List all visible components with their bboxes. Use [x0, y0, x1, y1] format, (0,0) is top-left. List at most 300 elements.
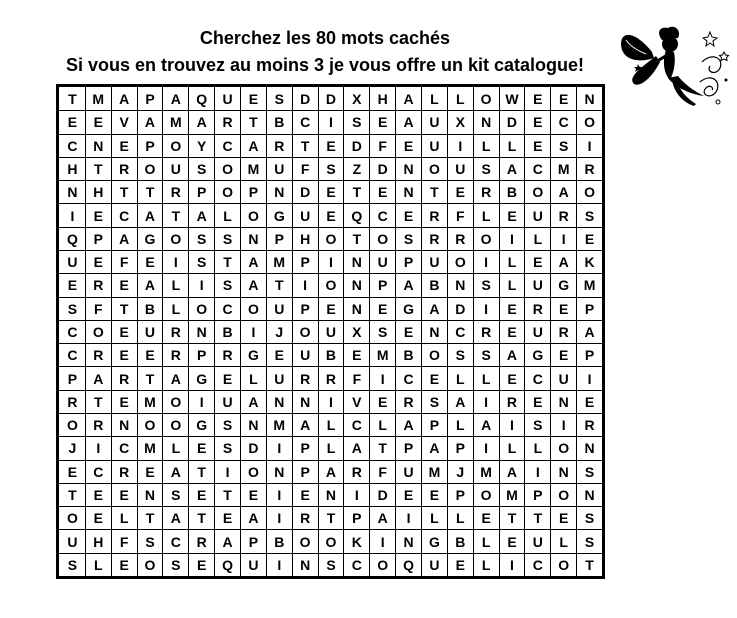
grid-cell[interactable]: A	[455, 393, 466, 410]
grid-cell[interactable]: C	[532, 370, 543, 387]
grid-cell[interactable]: E	[119, 277, 129, 294]
grid-cell[interactable]: S	[559, 137, 569, 154]
grid-cell[interactable]: E	[403, 323, 414, 340]
grid-cell[interactable]: L	[171, 300, 181, 317]
grid-cell[interactable]: I	[277, 556, 282, 573]
grid-cell[interactable]: N	[248, 417, 259, 434]
grid-cell[interactable]: S	[222, 417, 233, 434]
grid-cell[interactable]: S	[222, 440, 233, 457]
grid-cell[interactable]: E	[119, 393, 129, 410]
grid-cell[interactable]: R	[506, 393, 518, 410]
grid-cell[interactable]: B	[274, 114, 285, 131]
grid-cell[interactable]: P	[300, 300, 310, 317]
grid-cell[interactable]: U	[532, 277, 543, 294]
grid-cell[interactable]: K	[584, 254, 595, 271]
grid-cell[interactable]: I	[484, 393, 489, 410]
grid-cell[interactable]: P	[145, 91, 155, 108]
grid-cell[interactable]: A	[170, 463, 181, 480]
grid-cell[interactable]: O	[247, 207, 259, 224]
grid-cell[interactable]: O	[558, 486, 570, 503]
grid-cell[interactable]: O	[144, 417, 156, 434]
grid-cell[interactable]: C	[351, 417, 362, 434]
grid-cell[interactable]: G	[144, 230, 156, 247]
grid-cell[interactable]: A	[248, 137, 259, 154]
grid-cell[interactable]: K	[351, 533, 362, 550]
grid-cell[interactable]: T	[197, 510, 206, 527]
grid-cell[interactable]: S	[197, 230, 207, 247]
grid-cell[interactable]: N	[274, 463, 285, 480]
grid-cell[interactable]: O	[325, 277, 337, 294]
grid-cell[interactable]: I	[484, 440, 489, 457]
grid-cell[interactable]: R	[93, 347, 104, 364]
grid-cell[interactable]: O	[377, 230, 389, 247]
grid-cell[interactable]: S	[67, 556, 78, 573]
grid-cell[interactable]: I	[561, 417, 566, 434]
grid-cell[interactable]: E	[93, 114, 103, 131]
grid-cell[interactable]: T	[68, 486, 77, 503]
grid-cell[interactable]: A	[170, 91, 181, 108]
grid-cell[interactable]: N	[144, 486, 156, 503]
grid-cell[interactable]: A	[429, 300, 440, 317]
grid-cell[interactable]: S	[584, 533, 595, 550]
grid-cell[interactable]: A	[481, 417, 492, 434]
grid-cell[interactable]: C	[558, 114, 569, 131]
grid-cell[interactable]: T	[223, 254, 232, 271]
grid-cell[interactable]: S	[378, 323, 388, 340]
grid-cell[interactable]: J	[456, 463, 465, 480]
grid-cell[interactable]: T	[93, 393, 103, 410]
grid-cell[interactable]: R	[325, 370, 337, 387]
grid-cell[interactable]: P	[197, 347, 207, 364]
grid-cell[interactable]: E	[584, 393, 595, 410]
grid-cell[interactable]: E	[507, 207, 517, 224]
grid-cell[interactable]: R	[93, 417, 104, 434]
grid-cell[interactable]: U	[532, 533, 543, 550]
grid-cell[interactable]: G	[558, 277, 570, 294]
grid-cell[interactable]: I	[354, 486, 359, 503]
grid-cell[interactable]: I	[587, 370, 592, 387]
grid-cell[interactable]: T	[378, 440, 387, 457]
grid-cell[interactable]: E	[93, 486, 103, 503]
grid-cell[interactable]: A	[558, 184, 569, 201]
grid-cell[interactable]: E	[559, 347, 569, 364]
grid-cell[interactable]: N	[584, 91, 595, 108]
grid-cell[interactable]: A	[403, 91, 414, 108]
grid-cell[interactable]: B	[325, 347, 337, 364]
grid-cell[interactable]: E	[93, 207, 103, 224]
grid-cell[interactable]: R	[196, 533, 207, 550]
grid-cell[interactable]: O	[454, 254, 466, 271]
grid-cell[interactable]: S	[67, 300, 78, 317]
grid-cell[interactable]: E	[429, 370, 440, 387]
grid-cell[interactable]: M	[557, 160, 570, 177]
grid-cell[interactable]: O	[325, 230, 337, 247]
grid-cell[interactable]: O	[480, 230, 492, 247]
grid-cell[interactable]: L	[533, 440, 543, 457]
grid-cell[interactable]: I	[303, 277, 308, 294]
grid-cell[interactable]: I	[277, 486, 282, 503]
grid-cell[interactable]: S	[145, 533, 155, 550]
grid-cell[interactable]: E	[378, 184, 388, 201]
grid-cell[interactable]: U	[429, 254, 440, 271]
grid-cell[interactable]: W	[505, 91, 519, 108]
grid-cell[interactable]: I	[484, 300, 489, 317]
grid-cell[interactable]: G	[403, 300, 414, 317]
grid-cell[interactable]: F	[119, 254, 129, 271]
grid-cell[interactable]: H	[93, 184, 104, 201]
grid-cell[interactable]: E	[326, 207, 336, 224]
grid-cell[interactable]: V	[352, 393, 362, 410]
grid-cell[interactable]: S	[222, 230, 233, 247]
grid-cell[interactable]: E	[119, 323, 129, 340]
grid-cell[interactable]: A	[196, 207, 207, 224]
grid-cell[interactable]: E	[67, 463, 78, 480]
grid-cell[interactable]: Q	[222, 556, 233, 573]
grid-cell[interactable]: N	[196, 323, 207, 340]
grid-cell[interactable]: M	[480, 463, 492, 480]
grid-cell[interactable]: A	[506, 463, 518, 480]
grid-cell[interactable]: E	[584, 230, 595, 247]
grid-cell[interactable]: G	[532, 347, 544, 364]
grid-cell[interactable]: M	[583, 277, 596, 294]
grid-cell[interactable]: N	[429, 323, 440, 340]
grid-cell[interactable]: I	[199, 393, 204, 410]
grid-cell[interactable]: E	[559, 300, 569, 317]
grid-cell[interactable]: R	[584, 417, 595, 434]
grid-cell[interactable]: R	[481, 184, 492, 201]
grid-cell[interactable]: D	[377, 486, 388, 503]
grid-cell[interactable]: P	[403, 254, 414, 271]
grid-cell[interactable]: O	[299, 533, 311, 550]
grid-cell[interactable]: Q	[403, 556, 414, 573]
grid-cell[interactable]: X	[352, 91, 362, 108]
grid-cell[interactable]: P	[584, 347, 595, 364]
grid-cell[interactable]: M	[376, 347, 389, 364]
grid-cell[interactable]: F	[93, 300, 103, 317]
grid-cell[interactable]: M	[170, 114, 182, 131]
grid-cell[interactable]: A	[506, 160, 518, 177]
grid-cell[interactable]: A	[144, 114, 156, 131]
grid-cell[interactable]: E	[378, 393, 388, 410]
grid-cell[interactable]: U	[377, 254, 388, 271]
grid-cell[interactable]: T	[223, 486, 232, 503]
grid-cell[interactable]: N	[351, 277, 362, 294]
grid-cell[interactable]: C	[403, 370, 414, 387]
grid-cell[interactable]: B	[506, 184, 518, 201]
grid-cell[interactable]: N	[481, 114, 492, 131]
grid-cell[interactable]: N	[119, 417, 130, 434]
grid-cell[interactable]: E	[145, 347, 155, 364]
grid-cell[interactable]: N	[403, 160, 414, 177]
grid-cell[interactable]: A	[248, 510, 259, 527]
grid-cell[interactable]: A	[170, 370, 181, 387]
grid-cell[interactable]: C	[532, 556, 543, 573]
grid-cell[interactable]: D	[300, 184, 311, 201]
grid-cell[interactable]: B	[403, 347, 414, 364]
grid-cell[interactable]: C	[67, 323, 78, 340]
grid-cell[interactable]: L	[326, 417, 336, 434]
grid-cell[interactable]: T	[249, 114, 258, 131]
grid-cell[interactable]: L	[93, 556, 103, 573]
grid-cell[interactable]: O	[299, 323, 311, 340]
grid-cell[interactable]: A	[248, 254, 259, 271]
grid-cell[interactable]: E	[119, 556, 129, 573]
grid-cell[interactable]: U	[429, 114, 440, 131]
grid-cell[interactable]: E	[119, 137, 129, 154]
grid-cell[interactable]: L	[378, 417, 387, 434]
grid-cell[interactable]: C	[455, 323, 466, 340]
grid-cell[interactable]: C	[351, 556, 362, 573]
grid-cell[interactable]: I	[70, 207, 75, 224]
grid-cell[interactable]: C	[119, 440, 130, 457]
grid-cell[interactable]: I	[251, 323, 256, 340]
grid-cell[interactable]: S	[429, 393, 440, 410]
grid-cell[interactable]: S	[326, 160, 336, 177]
grid-cell[interactable]: I	[277, 440, 282, 457]
grid-cell[interactable]: M	[273, 417, 286, 434]
grid-cell[interactable]: E	[352, 347, 362, 364]
grid-cell[interactable]: U	[248, 556, 259, 573]
grid-cell[interactable]: B	[274, 533, 285, 550]
grid-cell[interactable]: N	[403, 184, 414, 201]
grid-cell[interactable]: E	[533, 114, 543, 131]
grid-cell[interactable]: R	[300, 370, 311, 387]
grid-cell[interactable]: O	[222, 160, 233, 177]
grid-cell[interactable]: D	[455, 300, 466, 317]
grid-cell[interactable]: Q	[196, 91, 208, 108]
grid-cell[interactable]: M	[428, 463, 441, 480]
grid-cell[interactable]: P	[378, 277, 388, 294]
grid-cell[interactable]: R	[170, 323, 181, 340]
grid-cell[interactable]: S	[197, 254, 207, 271]
grid-cell[interactable]: T	[145, 510, 155, 527]
grid-cell[interactable]: V	[119, 114, 129, 131]
grid-cell[interactable]: O	[170, 417, 182, 434]
grid-cell[interactable]: C	[67, 137, 78, 154]
grid-cell[interactable]: U	[455, 160, 466, 177]
grid-cell[interactable]: L	[481, 533, 491, 550]
grid-cell[interactable]: R	[300, 510, 311, 527]
grid-cell[interactable]: R	[351, 463, 362, 480]
grid-cell[interactable]: F	[119, 533, 129, 550]
grid-cell[interactable]: E	[507, 300, 517, 317]
grid-cell[interactable]: B	[429, 277, 440, 294]
grid-cell[interactable]: U	[67, 533, 78, 550]
grid-cell[interactable]: A	[403, 114, 414, 131]
grid-cell[interactable]: P	[248, 184, 259, 201]
grid-cell[interactable]: A	[506, 347, 518, 364]
grid-cell[interactable]: P	[455, 486, 465, 503]
grid-cell[interactable]: R	[558, 323, 569, 340]
grid-cell[interactable]: L	[455, 91, 465, 108]
grid-cell[interactable]: N	[93, 137, 104, 154]
grid-cell[interactable]: R	[67, 393, 78, 410]
grid-cell[interactable]: I	[587, 137, 592, 154]
grid-cell[interactable]: P	[248, 533, 259, 550]
grid-cell[interactable]: T	[274, 277, 284, 294]
grid-cell[interactable]: U	[403, 463, 414, 480]
grid-cell[interactable]: J	[275, 323, 284, 340]
grid-cell[interactable]: E	[222, 370, 233, 387]
grid-cell[interactable]: L	[223, 207, 232, 224]
grid-cell[interactable]: N	[248, 230, 259, 247]
grid-cell[interactable]: E	[197, 440, 207, 457]
grid-cell[interactable]: R	[222, 114, 233, 131]
grid-cell[interactable]: E	[403, 137, 414, 154]
grid-cell[interactable]: U	[67, 254, 78, 271]
grid-cell[interactable]: P	[300, 254, 310, 271]
grid-cell[interactable]: A	[584, 323, 595, 340]
grid-cell[interactable]: R	[274, 137, 285, 154]
grid-cell[interactable]: M	[144, 393, 156, 410]
grid-cell[interactable]: P	[352, 510, 362, 527]
grid-cell[interactable]: E	[67, 277, 78, 294]
grid-cell[interactable]: E	[533, 393, 543, 410]
grid-cell[interactable]: R	[93, 277, 104, 294]
grid-cell[interactable]: S	[584, 510, 595, 527]
grid-cell[interactable]: I	[225, 463, 230, 480]
grid-cell[interactable]: N	[274, 393, 285, 410]
grid-cell[interactable]: R	[429, 230, 440, 247]
grid-cell[interactable]: H	[300, 230, 311, 247]
grid-cell[interactable]: I	[380, 533, 385, 550]
grid-cell[interactable]: U	[558, 370, 569, 387]
grid-cell[interactable]: L	[507, 440, 517, 457]
grid-cell[interactable]: O	[144, 160, 156, 177]
grid-cell[interactable]: E	[533, 91, 543, 108]
grid-cell[interactable]: E	[197, 486, 207, 503]
grid-cell[interactable]: U	[532, 207, 543, 224]
grid-cell[interactable]: I	[484, 254, 489, 271]
grid-cell[interactable]: T	[430, 184, 439, 201]
grid-cell[interactable]: Y	[197, 137, 207, 154]
grid-cell[interactable]: L	[507, 137, 517, 154]
grid-cell[interactable]: U	[532, 323, 543, 340]
grid-cell[interactable]: X	[352, 323, 362, 340]
grid-cell[interactable]: R	[119, 370, 130, 387]
grid-cell[interactable]: T	[68, 91, 77, 108]
grid-cell[interactable]: L	[171, 277, 181, 294]
grid-cell[interactable]: B	[455, 533, 466, 550]
grid-cell[interactable]: Q	[351, 207, 363, 224]
grid-cell[interactable]: U	[170, 160, 181, 177]
grid-cell[interactable]: A	[222, 533, 233, 550]
grid-cell[interactable]: S	[171, 486, 181, 503]
grid-cell[interactable]: E	[559, 510, 569, 527]
grid-cell[interactable]: L	[119, 510, 129, 527]
grid-cell[interactable]: A	[558, 254, 569, 271]
grid-cell[interactable]: C	[222, 300, 233, 317]
grid-cell[interactable]: E	[93, 510, 103, 527]
grid-cell[interactable]: E	[93, 254, 103, 271]
grid-cell[interactable]: O	[480, 91, 492, 108]
grid-cell[interactable]: O	[66, 417, 78, 434]
grid-cell[interactable]: L	[559, 533, 568, 550]
grid-cell[interactable]: E	[119, 347, 129, 364]
grid-cell[interactable]: E	[326, 300, 336, 317]
grid-cell[interactable]: U	[222, 91, 233, 108]
grid-cell[interactable]: N	[274, 184, 285, 201]
grid-cell[interactable]: N	[351, 254, 362, 271]
grid-cell[interactable]: U	[429, 137, 440, 154]
grid-cell[interactable]: S	[352, 114, 362, 131]
grid-cell[interactable]: L	[430, 510, 439, 527]
grid-cell[interactable]: O	[92, 323, 104, 340]
grid-cell[interactable]: L	[171, 440, 181, 457]
grid-cell[interactable]: L	[507, 277, 517, 294]
grid-cell[interactable]: D	[300, 91, 311, 108]
grid-cell[interactable]: L	[455, 417, 465, 434]
grid-cell[interactable]: S	[171, 556, 181, 573]
grid-cell[interactable]: S	[222, 277, 233, 294]
grid-cell[interactable]: E	[559, 91, 569, 108]
grid-cell[interactable]: O	[584, 114, 595, 131]
grid-cell[interactable]: A	[144, 277, 156, 294]
grid-cell[interactable]: N	[300, 393, 311, 410]
grid-cell[interactable]: E	[326, 184, 336, 201]
grid-cell[interactable]: E	[403, 486, 414, 503]
grid-cell[interactable]: T	[197, 463, 206, 480]
grid-cell[interactable]: I	[329, 114, 333, 131]
grid-cell[interactable]: G	[273, 207, 285, 224]
grid-cell[interactable]: H	[377, 91, 388, 108]
grid-cell[interactable]: T	[93, 160, 103, 177]
grid-cell[interactable]: E	[378, 300, 388, 317]
grid-cell[interactable]: L	[249, 370, 258, 387]
grid-cell[interactable]: E	[378, 114, 388, 131]
grid-cell[interactable]: G	[196, 417, 208, 434]
grid-cell[interactable]: O	[480, 486, 492, 503]
grid-cell[interactable]: S	[274, 91, 284, 108]
grid-cell[interactable]: C	[170, 533, 181, 550]
grid-cell[interactable]: B	[222, 323, 233, 340]
grid-cell[interactable]: C	[377, 207, 388, 224]
grid-cell[interactable]: R	[170, 347, 181, 364]
grid-cell[interactable]: R	[119, 463, 130, 480]
grid-cell[interactable]: P	[533, 486, 543, 503]
grid-cell[interactable]: E	[222, 510, 233, 527]
grid-cell[interactable]: O	[428, 160, 440, 177]
grid-cell[interactable]: L	[481, 370, 491, 387]
grid-cell[interactable]: T	[533, 510, 543, 527]
grid-cell[interactable]: E	[429, 486, 440, 503]
grid-cell[interactable]: E	[326, 137, 336, 154]
grid-cell[interactable]: D	[325, 91, 337, 108]
grid-cell[interactable]: C	[222, 137, 233, 154]
grid-cell[interactable]: E	[481, 510, 491, 527]
grid-cell[interactable]: E	[274, 347, 284, 364]
grid-cell[interactable]: A	[144, 207, 156, 224]
grid-cell[interactable]: S	[455, 347, 465, 364]
grid-cell[interactable]: M	[506, 486, 518, 503]
grid-cell[interactable]: F	[455, 207, 465, 224]
grid-cell[interactable]: F	[352, 370, 362, 387]
grid-cell[interactable]: R	[532, 300, 543, 317]
grid-cell[interactable]: B	[144, 300, 156, 317]
grid-cell[interactable]: O	[196, 300, 208, 317]
grid-cell[interactable]: P	[300, 440, 310, 457]
grid-cell[interactable]: T	[145, 370, 155, 387]
grid-cell[interactable]: E	[197, 556, 207, 573]
grid-cell[interactable]: I	[406, 510, 411, 527]
grid-cell[interactable]: S	[481, 347, 491, 364]
grid-cell[interactable]: T	[171, 207, 181, 224]
grid-cell[interactable]: S	[326, 556, 336, 573]
grid-cell[interactable]: L	[481, 137, 491, 154]
grid-cell[interactable]: A	[429, 440, 440, 457]
grid-cell[interactable]: E	[455, 184, 465, 201]
grid-cell[interactable]: F	[300, 160, 310, 177]
